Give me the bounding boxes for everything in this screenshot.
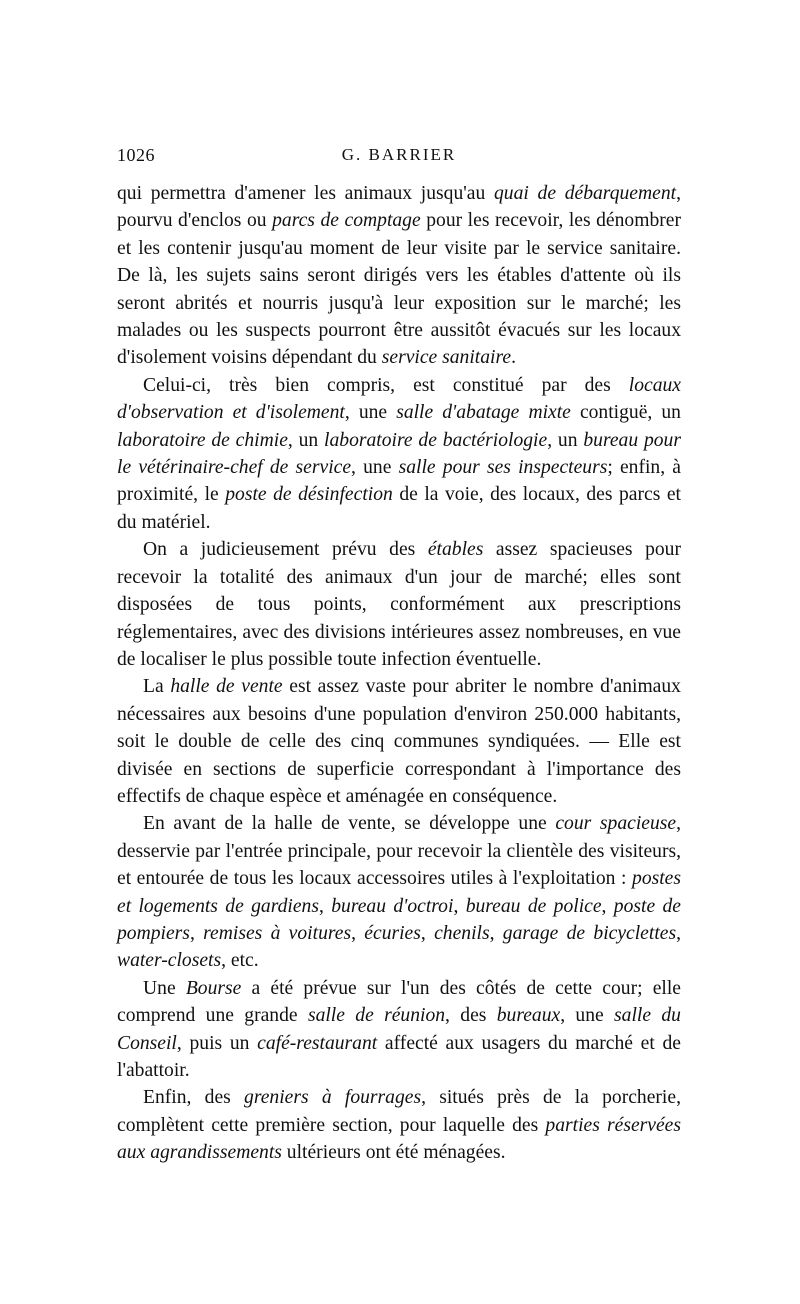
italic-term: locaux d'observation et d'isolement [117,374,681,424]
text-run: , [489,922,503,944]
italic-term: bureau de police [465,895,602,917]
italic-term: Bourse [185,977,242,999]
italic-term: quai de débarquement [493,183,677,204]
italic-term: étables [427,539,484,561]
italic-term: bureau d'octroi [331,895,454,917]
text-run: assez spacieuses pour recevoir la totalité des animaux d'un jour de marché; elles sont disposées de tous points, conformément aux prescriptions réglementaires, avec des divisions intérieures assez nombreuses, en vue de localiser le plus possible toute infection éventuelle. [117,539,682,670]
paragraph [117,536,681,673]
italic-term: bureau pour le vétérinaire-chef de service [117,429,681,479]
text-run: , [420,922,435,944]
text-run: Une [143,977,186,999]
italic-term: postes et logements de gardiens [117,868,681,917]
text-run: ; enfin, à proximité, le [117,457,681,506]
text-run: a été prévue sur l'un des côtés de cette cour; elle comprend une grande [117,977,681,1027]
paragraph [117,1084,681,1166]
text-run: est assez vaste pour abriter le nombre d'animaux nécessaires aux besoins d'une population d'environ 250.000 habitants, soit le double de celle des cinq communes syndiquées. — Elle est divisée en sections de superficie correspondant à l'importance des effectifs de chaque espèce et aménagée en conséquence. [117,676,681,807]
text-run: , [676,922,681,944]
text-run: , [351,922,365,944]
paragraph [117,372,681,536]
italic-term: remises à voitures [203,922,352,944]
italic-term: parties réservées aux agrandissements [117,1114,682,1164]
text-run: On a judicieusement prévu des [143,539,428,561]
italic-term: parcs de comptage [272,210,421,232]
text-run: , des [445,1005,497,1027]
text-run: . [511,347,516,369]
text-run: affecté aux usagers du marché et de l'abattoir. [117,1032,681,1081]
text-run: Celui-ci, très bien compris, est constitué par des [143,374,629,396]
text-run: , une [344,402,397,424]
text-run: ultérieurs ont été ménagées. [281,1142,506,1164]
italic-term: poste de désinfection [225,484,393,506]
paragraph [117,180,681,372]
text-run: , une [351,457,399,479]
running-head: G. BARRIER [341,145,457,164]
italic-term: salle de réunion [307,1005,446,1027]
italic-term: laboratoire de chimie [117,429,288,451]
text-run: , [189,922,204,944]
paragraph [117,673,681,810]
italic-term: café-restaurant [257,1032,378,1054]
italic-term: laboratoire de bactériologie [324,429,548,451]
text-run: , desservie par l'entrée principale, pour recevoir la clientèle des visiteurs, et entourée de tous les locaux accessoires utiles à l'exploitation : [117,813,681,890]
italic-term: écuries [364,922,421,944]
text-run: , pourvu d'enclos ou [117,183,681,232]
text-run: , un [287,429,325,451]
paragraph [117,810,681,974]
italic-term: bureaux [496,1005,561,1027]
italic-term: salle pour ses inspecteurs [398,457,608,479]
text-run: pour les recevoir, les dénombrer et les contenir jusqu'au moment de leur visite par le service sanitaire. De là, les sujets sains seront dirigés vers les étables d'attente où ils seront abrités et nourris jusqu'à leur exposition sur le marché; les malades ou les suspects pourront être aussitôt évacués sur les locaux d'isolement voisins dépendant du [117,210,681,369]
paragraph [117,975,681,1085]
italic-term: greniers à fourrages [244,1087,422,1109]
italic-term: salle du Conseil [117,1005,681,1054]
text-run: , une [560,1005,615,1027]
text-run: , [318,895,332,917]
italic-term: service sanitaire [381,347,512,369]
text-run: , un [547,429,584,451]
italic-term: salle d'abatage mixte [396,402,571,424]
text-run: contiguë, un [570,402,681,424]
text-run: Enfin, des [143,1087,245,1109]
italic-term: halle de vente [170,676,283,698]
text-run: de la voie, des locaux, des parcs et du matériel. [117,484,681,533]
text-run: qui permettra d'amener les animaux jusqu'au [117,183,494,204]
text-run: , [601,895,614,917]
text-run: La [143,676,171,698]
text-run: , situés près de la porcherie, complètent cette première section, pour laquelle des [117,1087,681,1136]
italic-term: cour spacieuse [555,813,677,835]
italic-term: garage de bicyclettes [502,922,677,944]
page-header [117,145,681,169]
body-text [117,180,681,1167]
text-run: , etc. [221,950,259,972]
text-run: , puis un [176,1032,258,1054]
italic-term: water-closets [117,950,222,972]
page-number: 1026 [117,145,155,165]
text-run: En avant de la halle de vente, se développe une [143,813,556,835]
text-run: , [453,895,466,917]
italic-term: poste de pompiers [117,895,681,944]
italic-term: chenils [434,922,490,944]
